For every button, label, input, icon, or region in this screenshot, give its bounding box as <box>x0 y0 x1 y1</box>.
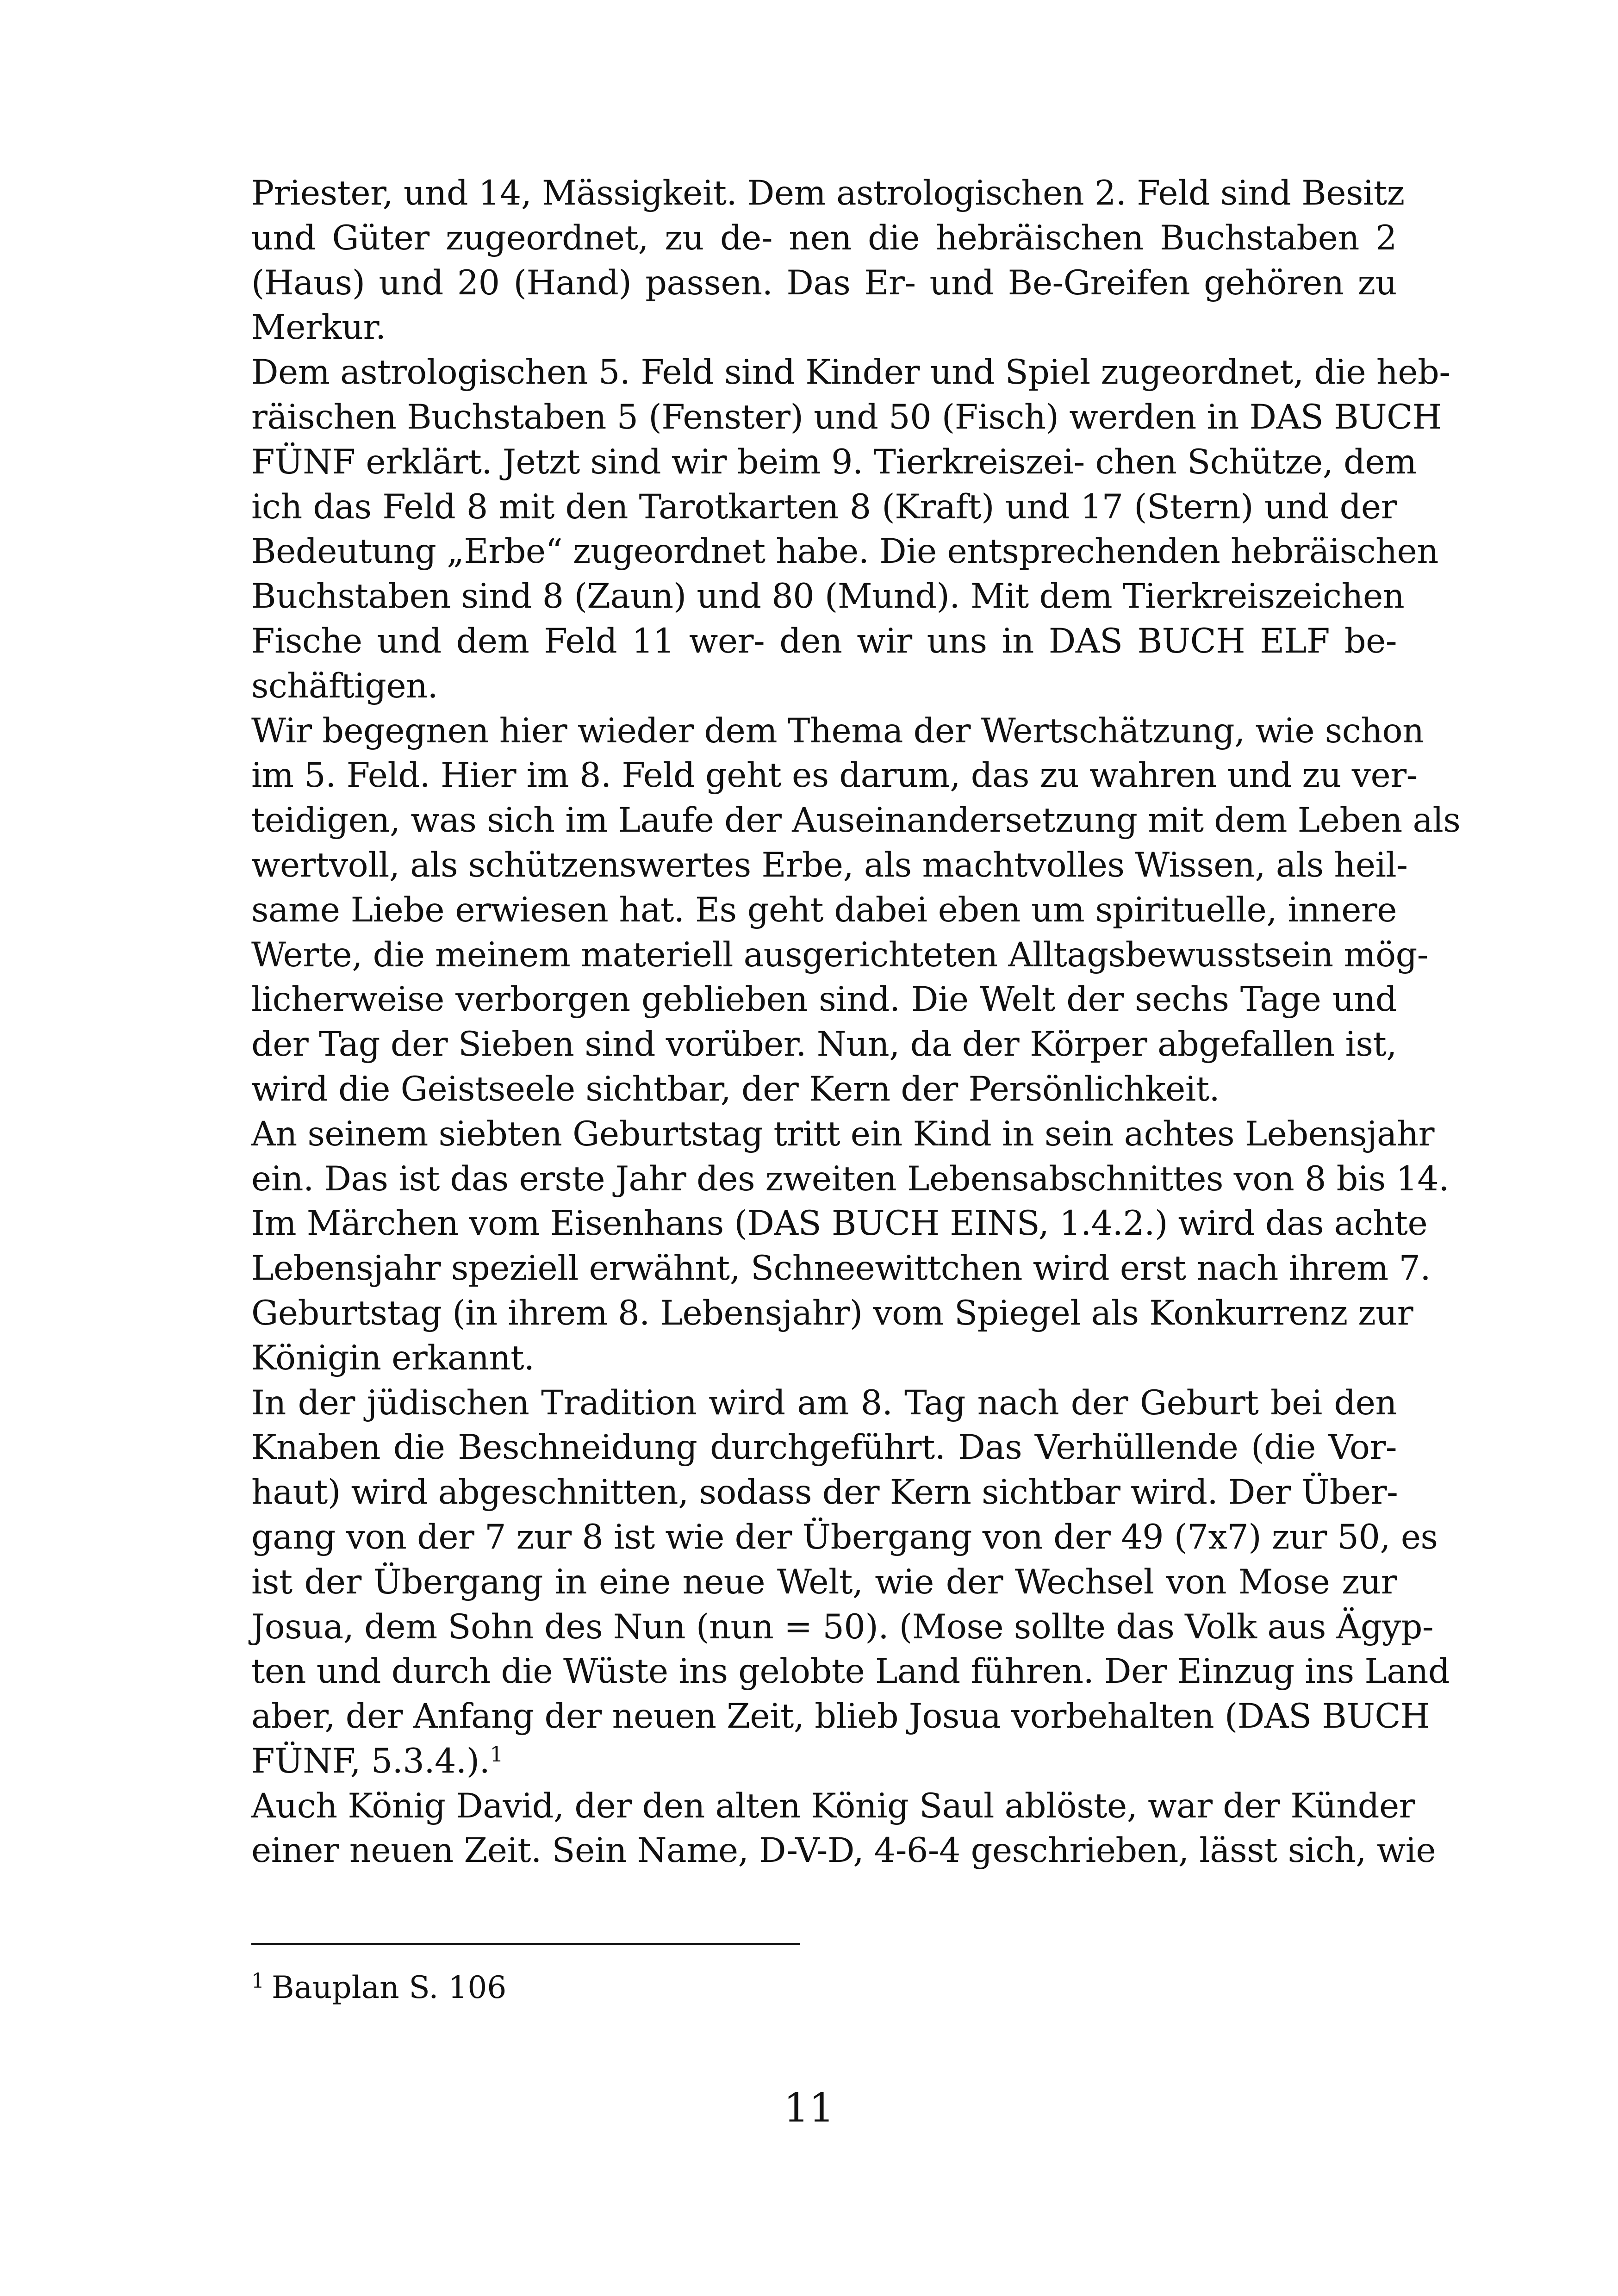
body-line-text: einer neuen Zeit. Sein Name, D-V-D, 4-6-4 geschrieben, lässt sich, wie <box>251 1831 1436 1871</box>
body-line <box>251 1739 1397 1784</box>
body-line <box>251 171 1405 216</box>
body-line <box>251 619 1397 664</box>
body-line <box>251 843 1408 888</box>
body-line-text: im 5. Feld. Hier im 8. Feld geht es darum, das zu wahren und zu ver- <box>251 756 1418 796</box>
body-line <box>251 1605 1434 1650</box>
body-line-text: ten und durch die Wüste ins gelobte Land führen. Der Einzug ins Land <box>251 1652 1450 1692</box>
body-line-text: An seinem siebten Geburtstag tritt ein Kind in sein achtes Lebensjahr <box>251 1114 1434 1154</box>
body-line <box>251 709 1424 754</box>
body-line <box>251 664 1397 709</box>
body-line-text: ein. Das ist das erste Jahr des zweiten Lebensabschnittes von 8 bis 14. <box>251 1159 1450 1199</box>
body-line-text: Auch König David, der den alten König Saul ablöste, war der Künder <box>251 1786 1415 1826</box>
body-line-text: Priester, und 14, Mässigkeit. Dem astrologischen 2. Feld sind Besitz <box>251 174 1405 213</box>
body-line-text: In der jüdischen Tradition wird am 8. Tag nach der Geburt bei den <box>251 1383 1397 1423</box>
body-line-text: haut) wird abgeschnitten, sodass der Kern sichtbar wird. Der Über- <box>251 1473 1398 1512</box>
body-line-text: aber, der Anfang der neuen Zeit, blieb Josua vorbehalten (DAS BUCH <box>251 1697 1430 1736</box>
body-line-text: Fische und dem Feld 11 wer- den wir uns in DAS BUCH ELF be- <box>251 621 1397 661</box>
body-line <box>251 574 1405 619</box>
body-line-text: (Haus) und 20 (Hand) passen. Das Er- und Be-Greifen gehören zu <box>251 263 1397 303</box>
body-line-text: licherweise verborgen geblieben sind. Die Welt der sechs Tage und <box>251 980 1397 1020</box>
footnote-reference[interactable]: 1 <box>490 1741 504 1767</box>
body-line <box>251 888 1397 933</box>
body-line <box>251 1022 1397 1067</box>
body-line-text: FÜNF, 5.3.4.). <box>251 1741 490 1781</box>
body-line <box>251 216 1397 261</box>
body-line <box>251 977 1397 1022</box>
body-line-text: ist der Übergang in eine neue Welt, wie der Wechsel von Mose zur <box>251 1562 1397 1602</box>
body-line <box>251 1112 1434 1157</box>
body-line-text: gang von der 7 zur 8 ist wie der Übergang von der 49 (7x7) zur 50, es <box>251 1517 1438 1557</box>
body-line <box>251 1067 1397 1112</box>
body-line <box>251 1425 1397 1470</box>
body-line-text: Wir begegnen hier wieder dem Thema der Wertschätzung, wie schon <box>251 711 1424 751</box>
body-line-text: wird die Geistseele sichtbar, der Kern der Persönlichkeit. <box>251 1069 1220 1109</box>
body-line <box>251 1201 1428 1246</box>
body-line-text: Buchstaben sind 8 (Zaun) und 80 (Mund). Mit dem Tierkreiszeichen <box>251 577 1405 616</box>
body-line <box>251 1336 1397 1381</box>
body-line-text: schäftigen. <box>251 666 438 706</box>
footnote-text: Bauplan S. 106 <box>272 1970 507 2005</box>
body-line <box>251 798 1461 843</box>
body-line <box>251 753 1418 798</box>
body-line <box>251 261 1397 306</box>
body-line <box>251 485 1397 530</box>
body-line <box>251 1649 1450 1694</box>
body-line-text: räischen Buchstaben 5 (Fenster) und 50 (Fisch) werden in DAS BUCH <box>251 397 1442 437</box>
body-line-text: Werte, die meinem materiell ausgerichteten Alltagsbewusstsein mög- <box>251 935 1428 975</box>
body-line <box>251 1560 1397 1605</box>
body-line-text: Königin erkannt. <box>251 1338 535 1378</box>
body-line <box>251 350 1450 395</box>
body-line <box>251 1291 1413 1336</box>
body-line-text: Josua, dem Sohn des Nun (nun = 50). (Mose sollte das Volk aus Ägyp- <box>251 1607 1434 1647</box>
body-line <box>251 1470 1397 1515</box>
body-line <box>251 1381 1397 1426</box>
body-line-text: ich das Feld 8 mit den Tarotkarten 8 (Kraft) und 17 (Stern) und der <box>251 487 1397 527</box>
body-line-text: und Güter zugeordnet, zu de- nen die hebräischen Buchstaben 2 <box>251 218 1397 258</box>
body-line-text: Knaben die Beschneidung durchgeführt. Das Verhüllende (die Vor- <box>251 1428 1397 1468</box>
body-line-text: wertvoll, als schützenswertes Erbe, als machtvolles Wissen, als heil- <box>251 845 1408 885</box>
body-line-text: Geburtstag (in ihrem 8. Lebensjahr) vom Spiegel als Konkurrenz zur <box>251 1293 1413 1333</box>
body-line <box>251 1515 1438 1560</box>
body-line <box>251 1246 1431 1291</box>
body-line <box>251 440 1417 485</box>
footnote-mark: 1 <box>251 1969 264 1993</box>
body-line <box>251 933 1428 978</box>
body-line-text: teidigen, was sich im Laufe der Auseinandersetzung mit dem Leben als <box>251 801 1461 840</box>
body-line-text: same Liebe erwiesen hat. Es geht dabei eben um spirituelle, innere <box>251 890 1397 930</box>
body-line <box>251 1694 1430 1739</box>
page-number: 11 <box>784 2085 834 2131</box>
body-line-text: Dem astrologischen 5. Feld sind Kinder und Spiel zugeordnet, die heb- <box>251 353 1450 392</box>
body-line <box>251 529 1438 574</box>
footnote <box>251 1967 506 2009</box>
body-line-text: der Tag der Sieben sind vorüber. Nun, da der Körper abgefallen ist, <box>251 1025 1397 1064</box>
body-line-text: Bedeutung „Erbe“ zugeordnet habe. Die entsprechenden hebräischen <box>251 532 1438 572</box>
body-text <box>251 171 1461 1873</box>
body-line <box>251 305 1397 350</box>
body-line-text: Merkur. <box>251 308 386 348</box>
body-line <box>251 1784 1415 1829</box>
body-line <box>251 395 1442 440</box>
body-line-text: FÜNF erklärt. Jetzt sind wir beim 9. Tierkreiszei- chen Schütze, dem <box>251 442 1417 482</box>
footnote-separator <box>251 1943 800 1945</box>
body-line <box>251 1157 1450 1202</box>
body-line <box>251 1829 1436 1873</box>
body-line-text: Im Märchen vom Eisenhans (DAS BUCH EINS, 1.4.2.) wird das achte <box>251 1204 1428 1244</box>
body-line-text: Lebensjahr speziell erwähnt, Schneewittchen wird erst nach ihrem 7. <box>251 1249 1431 1288</box>
